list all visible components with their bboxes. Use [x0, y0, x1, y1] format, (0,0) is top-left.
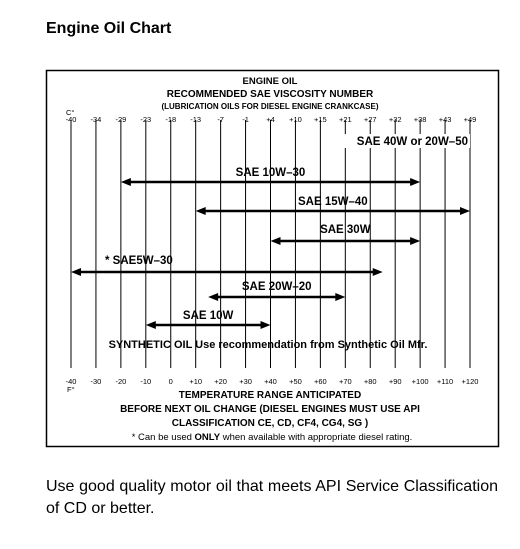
celsius-tick-label: -13 — [190, 115, 202, 124]
fahrenheit-tick-label: -10 — [140, 377, 152, 386]
fahrenheit-tick-label: -20 — [115, 377, 127, 386]
bar-arrow-right — [261, 321, 271, 329]
usage-note-prefix: * Can be used — [131, 432, 195, 443]
celsius-tick-label: -40 — [65, 115, 77, 124]
bar-arrow-left — [121, 178, 131, 186]
usage-note-bold: ONLY — [194, 432, 221, 443]
fahrenheit-tick-label: +10 — [189, 377, 203, 386]
viscosity-bar — [196, 196, 470, 215]
footer-text: Use good quality motor oil that meets API Service Classification of CD or better. — [46, 478, 498, 517]
celsius-unit-label: C° — [66, 108, 75, 117]
celsius-tick-label: -1 — [242, 115, 249, 124]
chart-title-line-1: ENGINE OIL — [242, 76, 298, 87]
viscosity-bar — [338, 134, 470, 148]
bar-arrow-left — [208, 293, 218, 301]
bar-arrow-right — [373, 268, 383, 276]
fahrenheit-tick-label: +110 — [436, 377, 454, 386]
fahrenheit-unit-label: F° — [67, 385, 75, 394]
usage-note-suffix: when available with appropriate diesel rating. — [220, 432, 413, 443]
viscosity-bar — [271, 224, 421, 245]
synthetic-oil-text: SYNTHETIC OIL Use recommendation from Synthetic Oil Mfr. — [108, 339, 428, 351]
celsius-tick-label: +38 — [413, 115, 427, 124]
celsius-tick-label: +21 — [338, 115, 352, 124]
fahrenheit-tick-label: +20 — [214, 377, 227, 386]
celsius-tick-label: +32 — [388, 115, 402, 124]
bar-arrow-right — [460, 207, 470, 215]
celsius-tick-label: +43 — [438, 115, 452, 124]
bar-arrow-left — [71, 268, 81, 276]
viscosity-bar — [208, 281, 345, 301]
fahrenheit-tick-label: +100 — [411, 377, 429, 386]
bar-arrow-left — [271, 237, 281, 245]
fahrenheit-tick-label: 0 — [168, 377, 173, 386]
fahrenheit-tick-label: +40 — [264, 377, 277, 386]
bar-arrow-left — [146, 321, 156, 329]
celsius-tick-label: -23 — [140, 115, 152, 124]
fahrenheit-tick-label: +30 — [239, 377, 252, 386]
fahrenheit-tick-label: +120 — [461, 377, 479, 386]
bar-label: * SAE5W–30 — [105, 255, 173, 267]
chart-title-line-3: (LUBRICATION OILS FOR DIESEL ENGINE CRANKCASE) — [161, 102, 379, 111]
fahrenheit-tick-label: +90 — [388, 377, 402, 386]
celsius-tick-label: -29 — [115, 115, 127, 124]
celsius-tick-label: -34 — [90, 115, 102, 124]
viscosity-bar — [146, 310, 271, 329]
fahrenheit-tick-label: -40 — [65, 377, 77, 386]
bar-label: SAE 40W or 20W–50 — [356, 136, 468, 148]
page-title: Engine Oil Chart — [46, 20, 172, 37]
celsius-tick-label: +4 — [266, 115, 275, 124]
celsius-tick-label: +27 — [363, 115, 377, 124]
bottom-text-line-1: TEMPERATURE RANGE ANTICIPATED — [178, 390, 362, 401]
celsius-tick-label: -7 — [217, 115, 224, 124]
celsius-tick-label: +49 — [463, 115, 477, 124]
bottom-text-line-2: BEFORE NEXT OIL CHANGE (DIESEL ENGINES MUST USE API — [120, 404, 420, 415]
bar-label: SAE 10W — [182, 310, 234, 322]
bar-label: SAE 30W — [320, 224, 371, 236]
fahrenheit-tick-label: +50 — [289, 377, 302, 386]
bar-label: SAE 15W–40 — [298, 196, 368, 208]
fahrenheit-tick-label: +80 — [363, 377, 377, 386]
bar-arrow-right — [335, 293, 345, 301]
chart-title-line-2: RECOMMENDED SAE VISCOSITY NUMBER — [166, 89, 374, 100]
celsius-tick-label: -18 — [165, 115, 177, 124]
bar-arrow-left — [196, 207, 206, 215]
fahrenheit-tick-label: +60 — [314, 377, 327, 386]
fahrenheit-tick-label: -30 — [90, 377, 102, 386]
usage-note — [132, 432, 413, 443]
bar-label: SAE 10W–30 — [235, 167, 306, 179]
bottom-text-line-3: CLASSIFICATION CE, CD, CF4, CG4, SG ) — [171, 418, 369, 429]
viscosity-bar — [71, 255, 383, 276]
bar-arrow-right — [410, 178, 420, 186]
bar-label: SAE 20W–20 — [241, 281, 312, 293]
celsius-tick-label: +10 — [289, 115, 302, 124]
fahrenheit-tick-label: +70 — [338, 377, 352, 386]
celsius-tick-label: +15 — [314, 115, 327, 124]
bar-arrow-right — [410, 237, 420, 245]
viscosity-bar — [121, 167, 420, 186]
